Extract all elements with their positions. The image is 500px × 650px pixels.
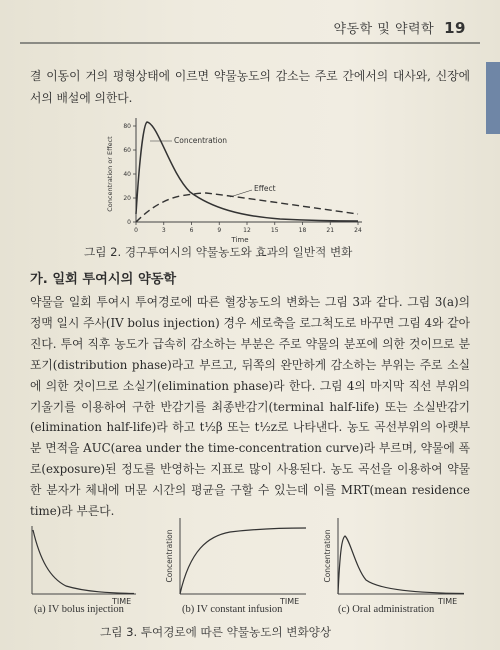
fig3a-curve: [33, 530, 134, 594]
paragraph-2: 약물을 일회 투여시 투여경로에 따른 혈장농도의 변화는 그림 3과 같다. 그림 3(a)의 정맥 일시 주사(IV bolus injection) 경우 세로축을 로그척도로 바꾸면 그림 4와 같아진다. 투여 직후 농도가 급속히 감소하는 부분은 주로 약물의 분포에 의한 것이므로 분포기(distribution phase)라고 부르고, 뒤쪽의 완만하게 감소하는 부위는 주로 소실에 의한 것이므로 소실기(elimination phase)라 한다. 그림 4의 마지막 직선 부위의 기울기를 이용하여 구한 반감기를 최종반감기(terminal half-life) 또는 소실반감기(elimination half-life)라 하고 t½β 또는 t½z로 나타낸다. 농도 곡선부위의 아랫부분 면적을 AUC(area under the time-concentration curve)라 부르며, 약물에 폭로(exposure)된 정도를 반영하는 지표로 많이 사용된다. 농도 곡선을 이용하여 약물 한 분자가 체내에 머문 시간의 평균을 구할 수 있는데 이를 MRT(mean residence time)라 부른다.: [30, 295, 470, 519]
fig2-effect-curve: [136, 193, 358, 222]
fig2-effect-label: Effect: [254, 184, 276, 193]
running-header: [333, 18, 466, 37]
fig2-y-tick-label: 60: [123, 147, 131, 155]
fig2-y-tick-label: 0: [127, 219, 131, 227]
paragraph-1: 결 이동이 거의 평형상태에 이르면 약물농도의 감소는 주로 간에서의 대사와, 신장에서의 배설에 의한다.: [30, 69, 470, 105]
fig3b-y-axis-label: Concentration: [165, 529, 174, 583]
section-heading: 가. 일회 투여시의 약동학: [30, 272, 177, 287]
figure-3b-chart: [160, 510, 310, 606]
fig3a-panel-label: (a) IV bolus injection: [34, 604, 124, 615]
chapter-side-tab: [486, 62, 500, 134]
fig3b-panel-label: (b) IV constant infusion: [182, 604, 283, 615]
figure-2-caption: 그림 2. 경구투여시의 약물농도와 효과의 일반적 변화: [84, 245, 353, 259]
fig2-y-tick-label: 40: [123, 171, 131, 179]
fig2-x-tick-label: 12: [243, 227, 251, 234]
fig2-concentration-label: Concentration: [174, 136, 228, 145]
fig2-x-tick-label: 24: [354, 227, 362, 234]
fig3b-curve: [180, 528, 306, 594]
figure-3a-chart: [26, 520, 138, 606]
fig2-x-tick-label: 0: [134, 227, 138, 234]
fig2-x-tick-label: 6: [189, 227, 194, 234]
fig2-x-tick-label: 18: [298, 227, 307, 234]
fig3c-y-axis-label: Concentration: [323, 529, 332, 583]
fig2-y-tick-label: 80: [123, 123, 131, 131]
fig2-x-tick-label: 9: [217, 227, 222, 234]
fig2-y-tick-label: 20: [123, 195, 131, 203]
fig3c-panel-label: (c) Oral administration: [338, 604, 435, 615]
fig2-y-ticks: [123, 123, 136, 226]
fig2-y-axis-label: Concentration or Effect: [106, 136, 114, 212]
fig3c-x-axis-label: TIME: [438, 597, 458, 606]
header-rule: [20, 42, 480, 44]
fig2-concentration-curve: [136, 122, 358, 221]
figure-3-caption: 그림 3. 투여경로에 따른 약물농도의 변화양상: [100, 625, 332, 639]
running-title: 약동학 및 약력학: [333, 22, 435, 37]
fig2-x-ticks: [134, 222, 362, 234]
fig3c-curve: [338, 536, 464, 594]
figure-3c-chart: [318, 510, 468, 606]
fig3b-x-axis-label: TIME: [280, 597, 300, 606]
fig2-x-axis-label: Time: [231, 236, 249, 244]
fig2-effect-pointer: [230, 190, 252, 197]
fig2-x-tick-label: 3: [161, 227, 166, 234]
fig2-x-tick-label: 15: [270, 227, 279, 234]
page-number: 19: [444, 19, 466, 37]
fig3a-x-axis-label: TIME: [112, 597, 132, 606]
fig2-x-tick-label: 21: [326, 227, 335, 234]
figure-2-chart: [100, 110, 370, 244]
